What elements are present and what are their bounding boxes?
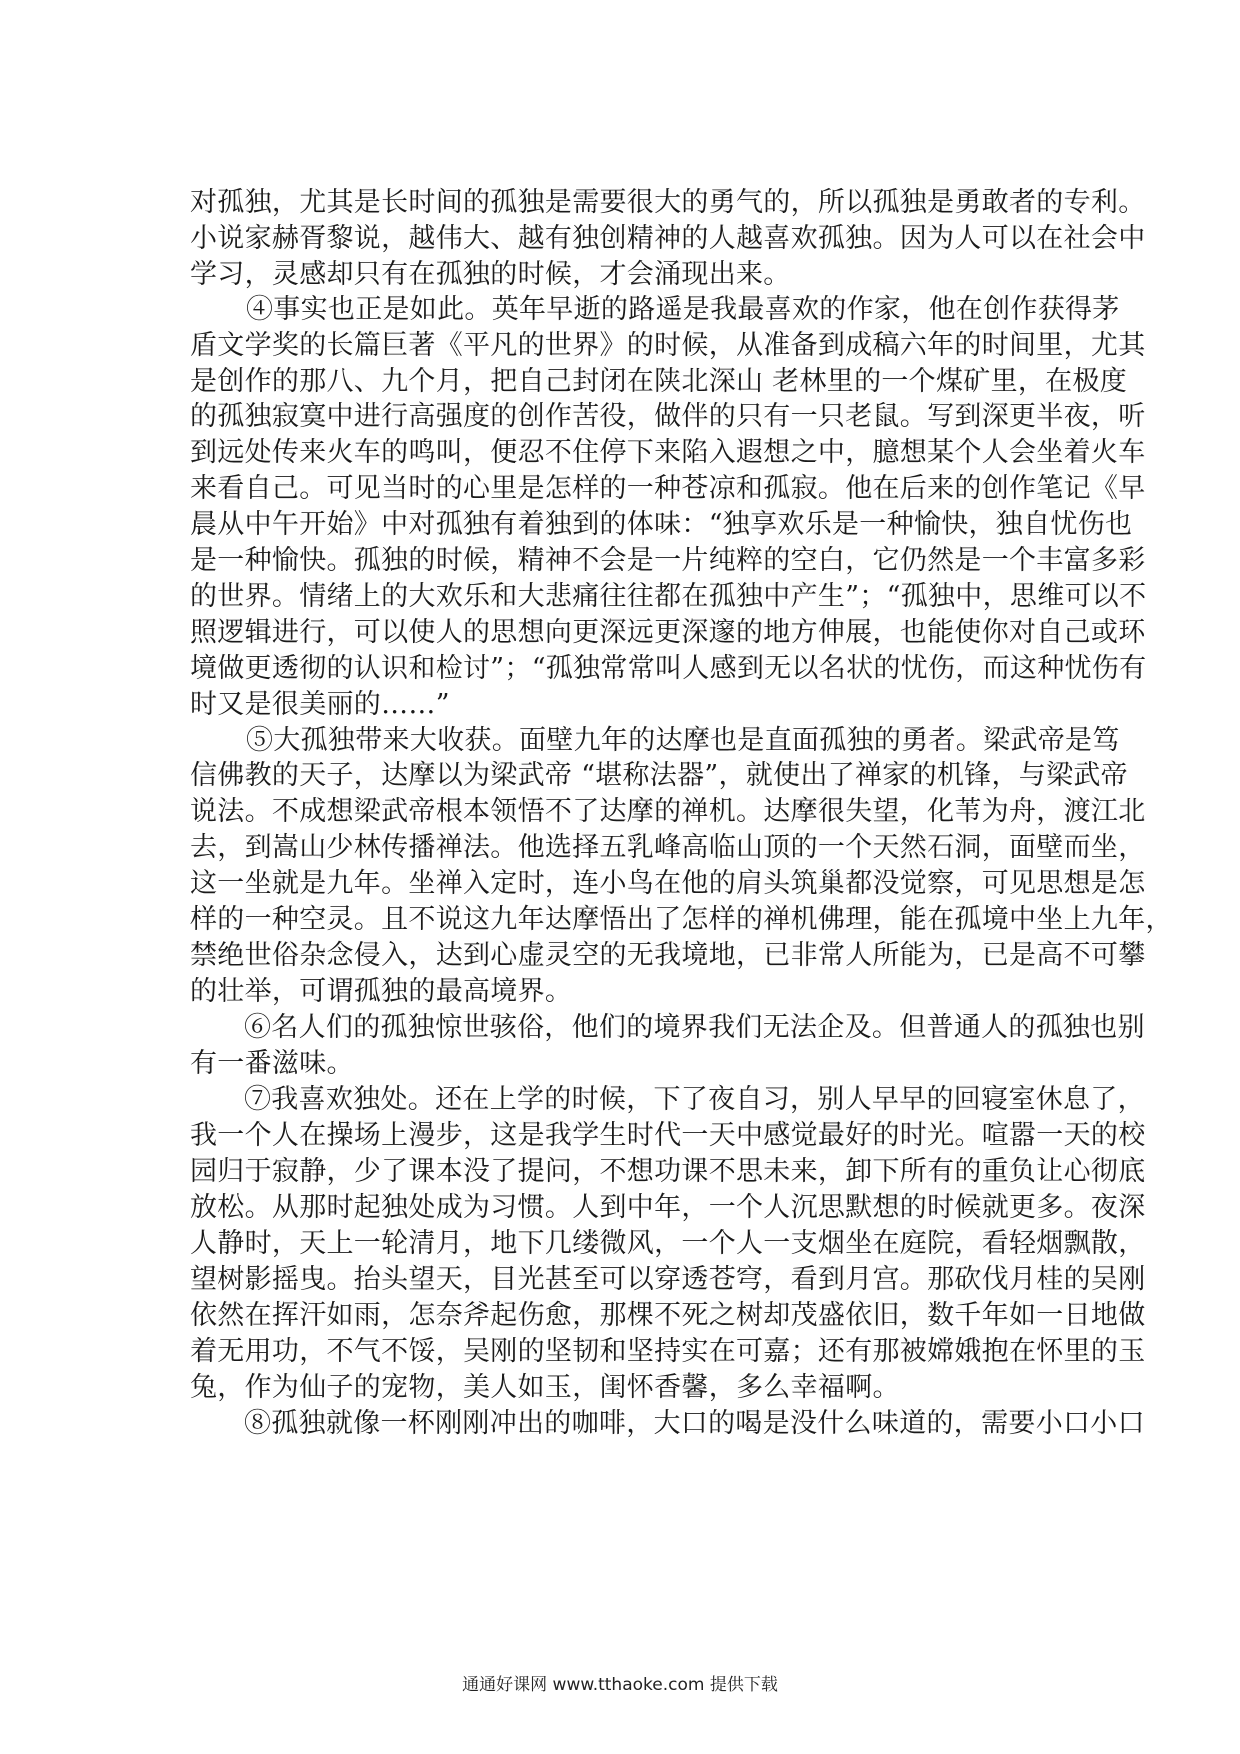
text-line: 到远处传来火车的鸣叫，便忍不住停下来陷入遐想之中，臆想某个人会坐着火车 — [190, 437, 1146, 468]
text-line: 的世界。情绪上的大欢乐和大悲痛往往都在孤独中产生”；“孤独中，思维可以不 — [190, 581, 1147, 612]
text-line: 望树影摇曳。抬头望天，目光甚至可以穿透苍穹，看到月宫。那砍伐月桂的吴刚 — [190, 1264, 1146, 1295]
text-line: 学习，灵感却只有在孤独的时候，才会涌现出来。 — [190, 259, 791, 290]
text-line: 的孤独寂寞中进行高强度的创作苦役，做伴的只有一只老鼠。写到深更半夜，听 — [190, 401, 1146, 432]
paragraph-start-line: ⑦我喜欢独处。还在上学的时候，下了夜自习，别人早早的回寝室休息了， — [244, 1084, 1145, 1115]
footer-watermark: 通通好课网 www.tthaoke.com 提供下载 — [462, 1675, 778, 1695]
text-line: 信佛教的天子，达摩以为梁武帝 “堪称法器”，就使出了禅家的机锋，与梁武帝 — [190, 760, 1128, 791]
text-line: 对孤独，尤其是长时间的孤独是需要很大的勇气的，所以孤独是勇敢者的专利。 — [190, 187, 1146, 218]
text-line: 着无用功，不气不馁，吴刚的坚韧和坚持实在可嘉；还有那被嫦娥抱在怀里的玉 — [190, 1336, 1146, 1367]
text-line: 照逻辑进行，可以使人的思想向更深远更深邃的地方伸展，也能使你对自己或环 — [190, 617, 1146, 648]
text-line: 时又是很美丽的……” — [190, 689, 450, 720]
text-line: 有一番滋味。 — [190, 1048, 354, 1079]
paragraph-start-line: ④事实也正是如此。英年早逝的路遥是我最喜欢的作家，他在创作获得茅 — [246, 294, 1120, 325]
text-line: 放松。从那时起独处成为习惯。人到中年，一个人沉思默想的时候就更多。夜深 — [190, 1192, 1146, 1223]
text-line: 晨从中午开始》中对孤独有着独到的体味：“独享欢乐是一种愉快，独自忧伤也 — [190, 509, 1133, 540]
text-line: 去，到嵩山少林传播禅法。他选择五乳峰高临山顶的一个天然石洞，面壁而坐， — [190, 832, 1146, 863]
text-line: 是一种愉快。孤独的时候，精神不会是一片纯粹的空白，它仍然是一个丰富多彩 — [190, 545, 1146, 576]
text-line: 禁绝世俗杂念侵入，达到心虚灵空的无我境地，已非常人所能为，已是高不可攀 — [190, 940, 1146, 971]
paragraph-start-line: ⑧孤独就像一杯刚刚冲出的咖啡，大口的喝是没什么味道的，需要小口小口 — [244, 1408, 1145, 1439]
text-line: 说法。不成想梁武帝根本领悟不了达摩的禅机。达摩很失望，化苇为舟，渡江北 — [190, 796, 1146, 827]
text-line: 境做更透彻的认识和检讨”；“孤独常常叫人感到无以名状的忧伤，而这种忧伤有 — [190, 653, 1147, 684]
text-line: 小说家赫胥黎说，越伟大、越有独创精神的人越喜欢孤独。因为人可以在社会中 — [190, 223, 1146, 254]
text-line: 我一个人在操场上漫步，这是我学生时代一天中感觉最好的时光。喧嚣一天的校 — [190, 1120, 1146, 1151]
text-line: 这一坐就是九年。坐禅入定时，连小鸟在他的肩头筑巢都没觉察，可见思想是怎 — [190, 868, 1146, 899]
text-line: 是创作的那八、九个月，把自己封闭在陕北深山 老林里的一个煤矿里，在极度 — [190, 366, 1128, 397]
text-line: 兔，作为仙子的宠物，美人如玉，闺怀香馨，多么幸福啊。 — [190, 1372, 900, 1403]
text-line: 样的一种空灵。且不说这九年达摩悟出了怎样的禅机佛理，能在孤境中坐上九年， — [190, 904, 1173, 935]
text-line: 盾文学奖的长篇巨著《平凡的世界》的时候，从准备到成稿六年的时间里，尤其 — [190, 330, 1146, 361]
text-line: 人静时，天上一轮清月，地下几缕微风，一个人一支烟坐在庭院，看轻烟飘散， — [190, 1228, 1146, 1259]
paragraph-start-line: ⑥名人们的孤独惊世骇俗，他们的境界我们无法企及。但普通人的孤独也别 — [244, 1012, 1145, 1043]
text-line: 的壮举，可谓孤独的最高境界。 — [190, 976, 573, 1007]
text-line: 来看自己。可见当时的心里是怎样的一种苍凉和孤寂。他在后来的创作笔记《早 — [190, 473, 1146, 504]
paragraph-start-line: ⑤大孤独带来大收获。面壁九年的达摩也是直面孤独的勇者。梁武帝是笃 — [246, 725, 1120, 756]
text-line: 依然在挥汗如雨，怎奈斧起伤愈，那棵不死之树却茂盛依旧，数千年如一日地做 — [190, 1300, 1146, 1331]
text-line: 园归于寂静，少了课本没了提问，不想功课不思未来，卸下所有的重负让心彻底 — [190, 1156, 1146, 1187]
